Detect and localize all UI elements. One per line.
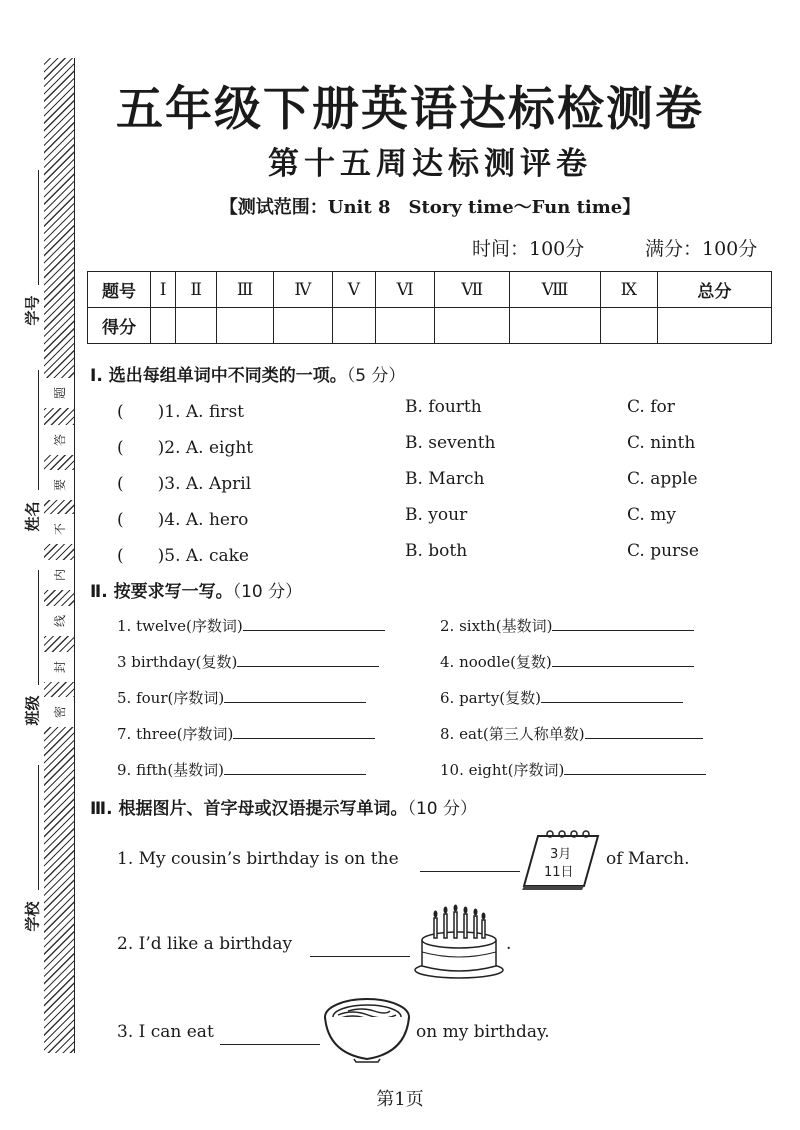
exam-time: 时间：100分: [472, 238, 585, 260]
table-cell: Ⅷ: [510, 272, 601, 308]
answer-blank[interactable]: [552, 614, 694, 631]
section1-title: Ⅰ. 选出每组单词中不同类的一项。: [90, 366, 347, 386]
section2-title: Ⅱ. 按要求写一写。: [90, 582, 233, 602]
answer-blank[interactable]: [220, 1028, 320, 1045]
section3-title: Ⅲ. 根据图片、首字母或汉语提示写单词。: [90, 799, 408, 819]
s2-q5: 5. four(序数词): [117, 686, 366, 708]
noodles-bowl-icon: [322, 995, 412, 1063]
binding-inner-line: [74, 58, 75, 1053]
s1-q4-c[interactable]: C. my: [627, 505, 676, 525]
page-title: 五年级下册英语达标检测卷: [116, 82, 704, 137]
score-cell[interactable]: [217, 308, 274, 344]
calendar-icon: [520, 828, 602, 892]
table-cell: Ⅰ: [151, 272, 176, 308]
name-label: 姓名: [23, 501, 42, 532]
answer-blank[interactable]: [224, 758, 366, 775]
score-cell[interactable]: [657, 308, 771, 344]
birthday-cake-icon: [412, 904, 506, 980]
section1-points: （5 分）: [346, 366, 406, 386]
student-id-label: 学号: [23, 295, 42, 326]
s2-q10: 10. eight(序数词): [440, 758, 706, 780]
full-score: 满分：100分: [645, 238, 758, 260]
class-line: [38, 570, 39, 685]
answer-blank[interactable]: [237, 650, 379, 667]
name-line: [38, 370, 39, 490]
s1-q1-c[interactable]: C. for: [627, 397, 675, 417]
s2-q4: 4. noodle(复数): [440, 650, 694, 672]
student-id-line: [38, 170, 39, 285]
s2-q7: 7. three(序数词): [117, 722, 375, 744]
section1-heading: [90, 361, 405, 386]
score-cell[interactable]: [274, 308, 333, 344]
test-scope: 【测试范围：Unit 8 Story time～Fun time】: [219, 197, 641, 218]
score-cell[interactable]: [151, 308, 176, 344]
section3-heading: [90, 794, 477, 819]
answer-blank[interactable]: [224, 686, 366, 703]
s1-q1-a: ( )1. A. first: [117, 402, 244, 422]
table-cell: Ⅳ: [274, 272, 333, 308]
s1-q3-b[interactable]: B. March: [405, 469, 485, 489]
s3-q3-after: on my birthday.: [416, 1022, 550, 1042]
table-cell: Ⅵ: [376, 272, 435, 308]
page-number: 第1页: [376, 1089, 424, 1110]
table-cell: Ⅶ: [435, 272, 510, 308]
s2-q9: 9. fifth(基数词): [117, 758, 366, 780]
binding-hatch: [44, 58, 74, 1053]
seal-char: 封: [53, 661, 67, 674]
s1-q2-a: ( )2. A. eight: [117, 438, 254, 458]
s3-q1-after: of March.: [606, 849, 690, 869]
seal-char: 要: [53, 479, 67, 492]
score-cell[interactable]: [376, 308, 435, 344]
table-cell: Ⅸ: [600, 272, 657, 308]
s1-q3-a: ( )3. A. April: [117, 474, 252, 494]
s1-q5-a: ( )5. A. cake: [117, 546, 249, 566]
class-label: 班级: [23, 695, 42, 726]
table-cell: Ⅴ: [332, 272, 375, 308]
calendar-month: 3月: [550, 847, 572, 862]
s1-q1-b[interactable]: B. fourth: [405, 397, 482, 417]
answer-blank[interactable]: [420, 855, 520, 872]
seal-char: 答: [53, 434, 67, 447]
s1-q4-a: ( )4. A. hero: [117, 510, 249, 530]
s1-q5-c[interactable]: C. purse: [627, 541, 699, 561]
s3-q1-text: 1. My cousin’s birthday is on the: [117, 849, 399, 869]
score-cell[interactable]: [510, 308, 601, 344]
s2-q1: 1. twelve(序数词): [117, 614, 385, 636]
score-cell[interactable]: [176, 308, 217, 344]
s2-q3: 3 birthday(复数): [117, 650, 379, 672]
answer-blank[interactable]: [541, 686, 683, 703]
score-cell[interactable]: [435, 308, 510, 344]
s1-q4-b[interactable]: B. your: [405, 505, 468, 525]
s1-q3-c[interactable]: C. apple: [627, 469, 698, 489]
score-table: [87, 271, 772, 344]
table-cell: Ⅱ: [176, 272, 217, 308]
answer-blank[interactable]: [243, 614, 385, 631]
section2-heading: [90, 577, 302, 602]
s2-q6: 6. party(复数): [440, 686, 683, 708]
s2-q2: 2. sixth(基数词): [440, 614, 694, 636]
table-cell: 得分: [88, 308, 151, 344]
school-line: [38, 765, 39, 890]
s1-q2-c[interactable]: C. ninth: [627, 433, 696, 453]
school-label: 学校: [23, 901, 42, 932]
calendar-day: 11日: [544, 865, 574, 880]
table-cell: 总分: [657, 272, 771, 308]
seal-char: 密: [53, 706, 67, 719]
answer-blank[interactable]: [310, 940, 410, 957]
answer-blank[interactable]: [233, 722, 375, 739]
seal-char: 线: [53, 615, 67, 628]
answer-blank[interactable]: [585, 722, 703, 739]
s3-q2-text: 2. I’d like a birthday: [117, 934, 293, 954]
s2-q8: 8. eat(第三人称单数): [440, 722, 703, 744]
score-row: [88, 308, 772, 344]
s1-q2-b[interactable]: B. seventh: [405, 433, 496, 453]
s3-q2-after: .: [506, 934, 512, 954]
section2-points: （10 分）: [232, 582, 303, 602]
score-cell[interactable]: [332, 308, 375, 344]
seal-char: 内: [53, 569, 67, 582]
page-subtitle: 第十五周达标测评卷: [268, 146, 592, 182]
s3-q3-text: 3. I can eat: [117, 1022, 214, 1042]
section3-points: （10 分）: [407, 799, 477, 819]
seal-char: 题: [53, 387, 67, 400]
s1-q5-b[interactable]: B. both: [405, 541, 468, 561]
score-cell[interactable]: [600, 308, 657, 344]
answer-blank[interactable]: [552, 650, 694, 667]
answer-blank[interactable]: [564, 758, 706, 775]
table-cell: Ⅲ: [217, 272, 274, 308]
question-number-row: [88, 272, 772, 308]
table-cell: 题号: [88, 272, 151, 308]
seal-char: 不: [53, 523, 67, 536]
